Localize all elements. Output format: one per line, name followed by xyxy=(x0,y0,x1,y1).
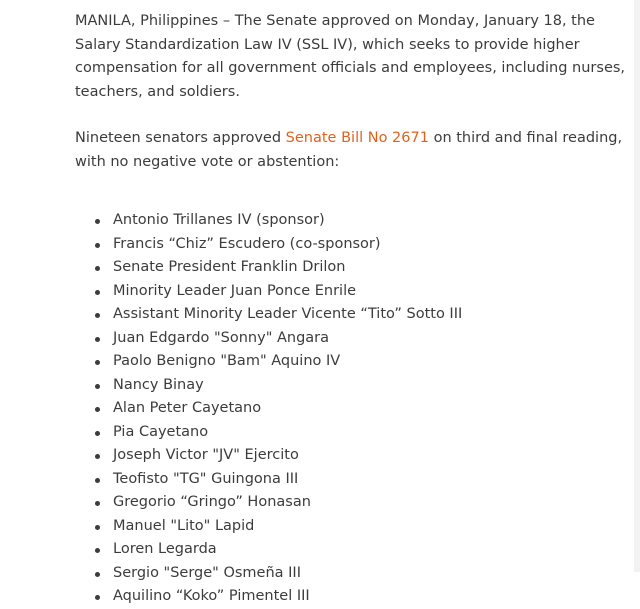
senator-name: Paolo Benigno "Bam" Aquino IV xyxy=(113,353,341,369)
senator-name: Francis “Chiz” Escudero (co-sponsor) xyxy=(113,235,381,252)
list-item xyxy=(75,515,630,539)
article-body xyxy=(75,10,630,609)
senator-name: Joseph Victor "JV" Ejercito xyxy=(113,447,299,463)
list-item xyxy=(75,538,630,562)
list-item xyxy=(75,280,630,304)
bullet-icon xyxy=(95,431,100,436)
list-item xyxy=(75,491,630,515)
list-item xyxy=(75,585,630,609)
senator-name: Manuel "Lito" Lapid xyxy=(113,517,255,534)
bullet-icon xyxy=(95,337,100,342)
list-item xyxy=(75,397,630,421)
bullet-icon xyxy=(95,595,100,600)
bullet-icon xyxy=(95,360,100,365)
senator-name: Pia Cayetano xyxy=(113,423,209,440)
list-item xyxy=(75,468,630,492)
senator-name: Alan Peter Cayetano xyxy=(113,400,262,416)
bullet-icon xyxy=(95,525,100,530)
senator-name: Juan Edgardo "Sonny" Angara xyxy=(113,329,330,346)
senator-name: Minority Leader Juan Ponce Enrile xyxy=(113,282,357,299)
list-item xyxy=(75,421,630,445)
senator-name: Senate President Franklin Drilon xyxy=(113,259,346,275)
bullet-icon xyxy=(95,548,100,553)
senator-name: Loren Legarda xyxy=(113,541,217,557)
intro-paragraph: MANILA, Philippines – The Senate approved on Monday, January 18, the Salary Standardization Law IV (SSL IV), which seeks to provide higher compensation for all government officials and employees, including nurses, teachers, and soldiers. xyxy=(75,13,626,100)
list-item xyxy=(75,562,630,586)
senator-name: Antonio Trillanes IV (sponsor) xyxy=(113,212,325,228)
list-item xyxy=(75,209,630,233)
bullet-icon xyxy=(95,243,100,248)
list-item xyxy=(75,444,630,468)
bullet-icon xyxy=(95,407,100,412)
senator-list xyxy=(75,209,630,609)
senator-name: Aquilino “Koko” Pimentel III xyxy=(113,588,310,604)
vote-text-after: on third and final reading, with no negative vote or abstention: xyxy=(75,130,623,170)
vote-paragraph xyxy=(75,127,630,174)
senator-name: Assistant Minority Leader Vicente “Tito” Sotto III xyxy=(113,306,463,322)
senator-name: Sergio "Serge" Osmeña III xyxy=(113,564,301,581)
bullet-icon xyxy=(95,313,100,318)
bullet-icon xyxy=(95,384,100,389)
list-item xyxy=(75,350,630,374)
senator-name: Gregorio “Gringo” Honasan xyxy=(113,494,311,510)
bullet-icon xyxy=(95,501,100,506)
senate-bill-link[interactable]: Senate Bill No 2671 xyxy=(285,130,429,146)
bullet-icon xyxy=(95,219,100,224)
senator-name: Teofisto "TG" Guingona III xyxy=(113,470,299,487)
bullet-icon xyxy=(95,454,100,459)
bullet-icon xyxy=(95,478,100,483)
vote-text-before: Nineteen senators approved xyxy=(75,130,286,146)
list-item xyxy=(75,303,630,327)
scroll-edge xyxy=(634,0,640,572)
list-item xyxy=(75,233,630,257)
list-item xyxy=(75,374,630,398)
bullet-icon xyxy=(95,572,100,577)
list-item xyxy=(75,256,630,280)
bullet-icon xyxy=(95,290,100,295)
senator-name: Nancy Binay xyxy=(113,376,204,393)
list-item xyxy=(75,327,630,351)
bullet-icon xyxy=(95,266,100,271)
